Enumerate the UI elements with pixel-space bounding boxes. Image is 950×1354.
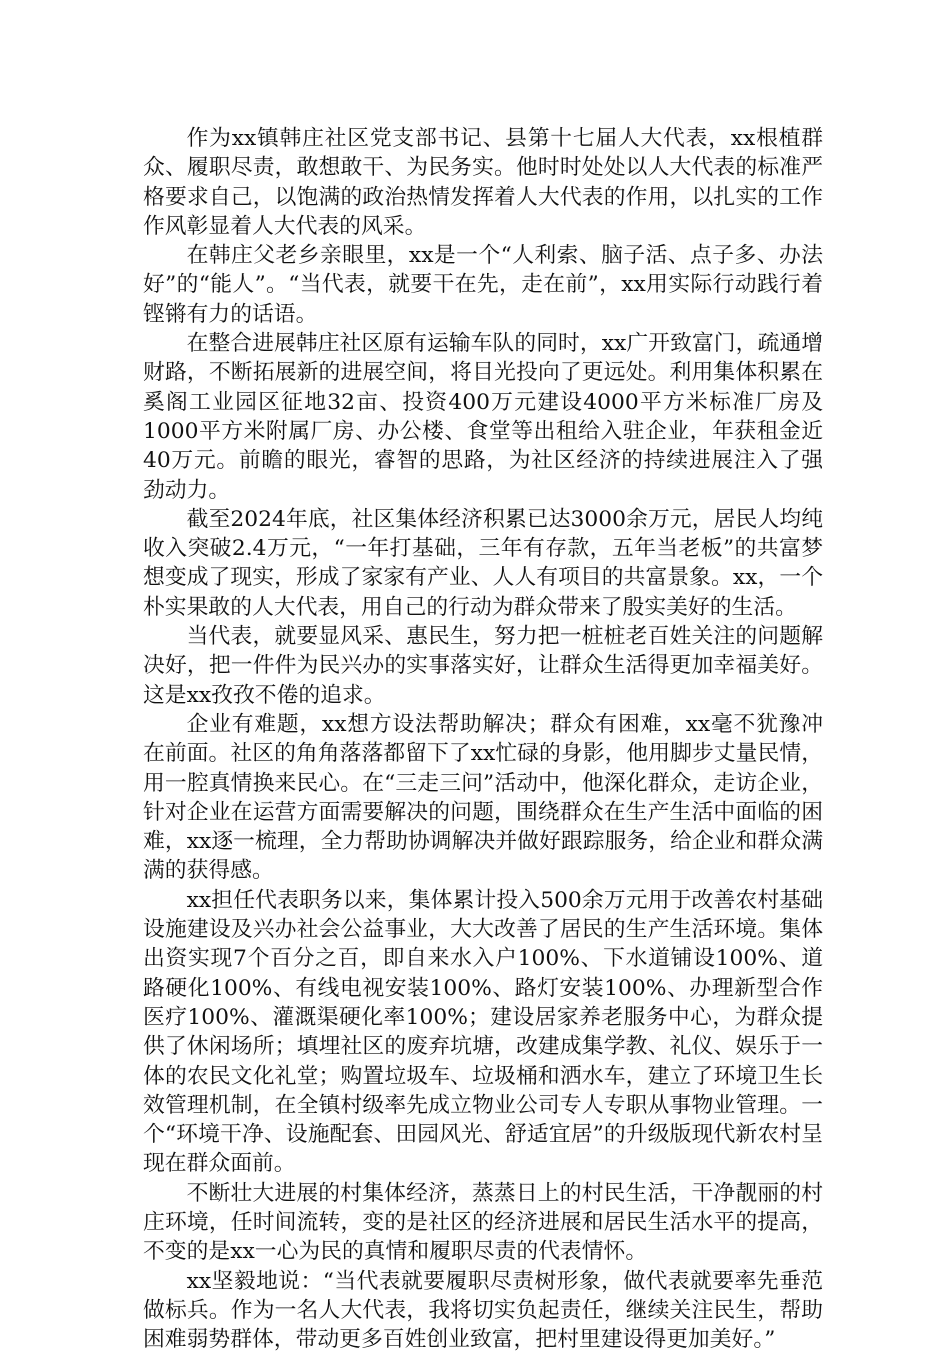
paragraph-6: 企业有难题，xx想方设法帮助解决；群众有困难，xx毫不犹豫冲在前面。社区的角角落落都留下了xx忙碌的身影，他用脚步丈量民情，用一腔真情换来民心。在“三走三问”活动中，他深化群众，走访企业，针对企业在运营方面需要解决的问题，围绕群众在生产生活中面临的困难，xx逐一梳理，全力帮助协调解决并做好跟踪服务，给企业和群众满满的获得感。 xyxy=(143,711,823,884)
paragraph-9: xx坚毅地说：“当代表就要履职尽责树形象，做代表就要率先垂范做标兵。作为一名人大代表，我将切实负起责任，继续关注民生，帮助困难弱势群体，带动更多百姓创业致富，把村里建设得更加美好。” xyxy=(143,1268,823,1353)
paragraph-5: 当代表，就要显风采、惠民生，努力把一桩桩老百姓关注的问题解决好，把一件件为民兴办的实事落实好，让群众生活得更加幸福美好。这是xx孜孜不倦的追求。 xyxy=(143,624,823,708)
paragraph-3: 在整合进展韩庄社区原有运输车队的同时，xx广开致富门，疏通增财路，不断拓展新的进展空间，将目光投向了更远处。利用集体积累在奚阁工业园区征地32亩、投资400万元建设4000平方米标准厂房及1000平方米附属厂房、办公楼、食堂等出租给入驻企业，年获租金近40万元。前瞻的眼光，睿智的思路，为社区经济的持续进展注入了强劲动力。 xyxy=(143,331,823,503)
paragraph-1: 作为xx镇韩庄社区党支部书记、县第十七届人大代表，xx根植群众、履职尽责，敢想敢干、为民务实。他时时处处以人大代表的标准严格要求自己，以饱满的政治热情发挥着人大代表的作用，以扎实的工作作风彰显着人大代表的风采。 xyxy=(143,126,823,239)
paragraph-2: 在韩庄父老乡亲眼里，xx是一个“人利索、脑子活、点子多、办法好”的“能人”。“当代表，就要干在先，走在前”，xx用实际行动践行着铿锵有力的话语。 xyxy=(143,243,823,327)
document-body xyxy=(143,124,823,1354)
paragraph-7: xx担任代表职务以来，集体累计投入500余万元用于改善农村基础设施建设及兴办社会公益事业，大大改善了居民的生产生活环境。集体出资实现7个百分之百，即自来水入户100%、下水道铺设100%、道路硬化100%、有线电视安装100%、路灯安装100%、办理新型合作医疗100%、灌溉渠硬化率100%；建设居家养老服务中心，为群众提供了休闲场所；填埋社区的废弃坑塘，改建成集学教、礼仪、娱乐于一体的农民文化礼堂；购置垃圾车、垃圾桶和洒水车，建立了环境卫生长效管理机制，在全镇村级率先成立物业公司专人专职从事物业管理。一个“环境干净、设施配套、田园风光、舒适宜居”的升级版现代新农村呈现在群众面前。 xyxy=(143,887,823,1177)
paragraph-8: 不断壮大进展的村集体经济，蒸蒸日上的村民生活，干净靓丽的村庄环境，任时间流转，变的是社区的经济进展和居民生活水平的提高，不变的是xx一心为民的真情和履职尽责的代表情怀。 xyxy=(143,1180,823,1265)
paragraph-4: 截至2024年底，社区集体经济积累已达3000余万元，居民人均纯收入突破2.4万元，“一年打基础，三年有存款，五年当老板”的共富梦想变成了现实，形成了家家有产业、人人有项目的共富景象。xx，一个朴实果敢的人大代表，用自己的行动为群众带来了殷实美好的生活。 xyxy=(143,506,823,620)
